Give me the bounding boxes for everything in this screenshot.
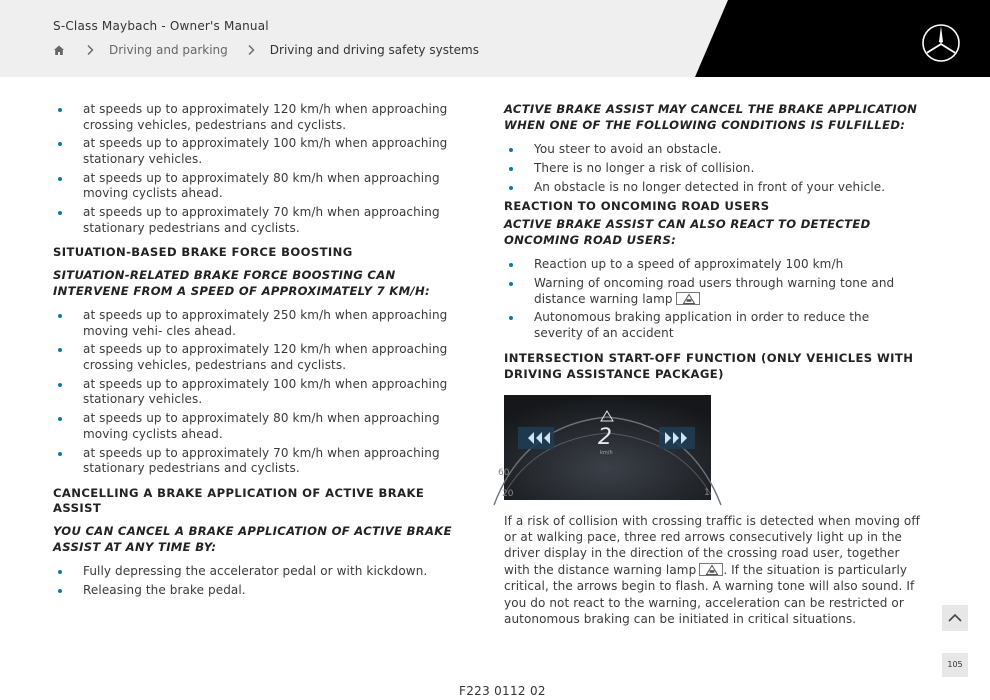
subheading-brake-force-boosting: SITUATION-RELATED BRAKE FORCE BOOSTING CAN INTERVENE FROM A SPEED OF APPROXIMATELY 7 KM/H: bbox=[53, 267, 430, 298]
list-item: at speeds up to approximately 80 km/h when approaching moving cyclists ahead. bbox=[53, 171, 473, 202]
list-item: Reaction up to a speed of approximately 100 km/h bbox=[504, 257, 920, 273]
list-item: You steer to avoid an obstacle. bbox=[504, 142, 920, 158]
section-heading-brake-force-boosting: SITUATION-BASED BRAKE FORCE BOOSTING bbox=[53, 245, 353, 260]
intersection-description bbox=[504, 513, 920, 628]
oncoming-list bbox=[504, 257, 920, 341]
list-item bbox=[504, 276, 920, 307]
list-item: at speeds up to approximately 100 km/h when approaching stationary vehicles. bbox=[53, 377, 473, 408]
list-item: Fully depressing the accelerator pedal or with kickdown. bbox=[53, 564, 473, 580]
paragraph-text-1: If a risk of collision with crossing traffic is detected when moving off or at walking pace, three red arrows consecutively light up in the driver display in the direction of the crossing road user, together with the distance warning lamp bbox=[504, 513, 920, 577]
svg-text:60: 60 bbox=[498, 467, 510, 478]
breadcrumb-item-driving-safety-systems[interactable]: Driving and driving safety systems bbox=[269, 43, 479, 57]
list-item: at speeds up to approximately 120 km/h when approaching crossing vehicles, pedestrians and cyclists. bbox=[53, 102, 473, 133]
left-column bbox=[53, 102, 473, 603]
paragraph-text-2: . If the situation is particularly critical, the arrows begin to flash. A warning tone will also sound. If you do not react to the warning, acceleration can be restricted or autonomous braking can be initiated in critical situations. bbox=[504, 562, 915, 627]
subheading-oncoming-road-users: ACTIVE BRAKE ASSIST CAN ALSO REACT TO DETECTED ONCOMING ROAD USERS: bbox=[504, 216, 871, 247]
driver-display-image bbox=[498, 395, 711, 500]
home-icon[interactable] bbox=[53, 44, 65, 56]
list-item: at speeds up to approximately 70 km/h when approaching stationary pedestrians and cyclists. bbox=[53, 446, 473, 477]
cancel-list bbox=[53, 564, 473, 598]
svg-text:20: 20 bbox=[502, 488, 514, 499]
breadcrumb-item-driving-and-parking[interactable]: Driving and parking bbox=[109, 43, 228, 57]
chevron-right-icon bbox=[246, 44, 256, 56]
list-item: There is no longer a risk of collision. bbox=[504, 161, 920, 177]
speed-list-1 bbox=[53, 102, 473, 236]
speed-readout: 2 bbox=[598, 424, 612, 450]
list-item: at speeds up to approximately 120 km/h when approaching crossing vehicles, pedestrians and cyclists. bbox=[53, 342, 473, 373]
section-heading-oncoming-road-users: REACTION TO ONCOMING ROAD USERS bbox=[504, 199, 770, 214]
section-heading-cancelling-brake: CANCELLING A BRAKE APPLICATION OF ACTIVE BRAKE ASSIST bbox=[53, 485, 425, 516]
section-heading-intersection-start-off: INTERSECTION START-OFF FUNCTION (ONLY VEHICLES WITH DRIVING ASSISTANCE PACKAGE) bbox=[504, 351, 914, 382]
list-item: at speeds up to approximately 250 km/h when approaching moving vehi- cles ahead. bbox=[53, 308, 473, 339]
distance-warning-lamp-icon bbox=[676, 292, 700, 305]
list-item-text: Warning of oncoming road users through warning tone and distance warning lamp bbox=[534, 275, 895, 306]
subheading-cancel-conditions: ACTIVE BRAKE ASSIST MAY CANCEL THE BRAKE APPLICATION WHEN ONE OF THE FOLLOWING CONDITIONS IS FULFILLED: bbox=[504, 102, 918, 132]
list-item: Autonomous braking application in order to reduce the severity of an accident bbox=[504, 310, 920, 341]
list-item: at speeds up to approximately 70 km/h when approaching stationary pedestrians and cyclists. bbox=[53, 205, 473, 236]
svg-text:1: 1 bbox=[704, 487, 710, 498]
scroll-to-top-button[interactable] bbox=[942, 605, 968, 631]
speed-list-2 bbox=[53, 308, 473, 477]
list-item: at speeds up to approximately 100 km/h when approaching stationary vehicles. bbox=[53, 136, 473, 167]
right-column bbox=[498, 102, 920, 628]
document-title: S-Class Maybach - Owner's Manual bbox=[53, 19, 269, 33]
list-item: at speeds up to approximately 80 km/h when approaching moving cyclists ahead. bbox=[53, 411, 473, 442]
mercedes-star-logo[interactable] bbox=[921, 23, 961, 63]
page-header bbox=[0, 0, 990, 77]
cancel-conditions-list bbox=[504, 142, 920, 195]
list-item: Releasing the brake pedal. bbox=[53, 583, 473, 599]
chevron-right-icon bbox=[85, 44, 95, 56]
page-number-button[interactable]: 105 bbox=[942, 653, 968, 677]
speed-unit: km/h bbox=[600, 449, 613, 456]
subheading-cancelling-brake: YOU CAN CANCEL A BRAKE APPLICATION OF ACTIVE BRAKE ASSIST AT ANY TIME BY: bbox=[53, 523, 452, 554]
distance-warning-lamp-icon bbox=[699, 563, 723, 576]
list-item: An obstacle is no longer detected in front of your vehicle. bbox=[504, 180, 920, 196]
arrow-up-icon bbox=[942, 605, 968, 631]
breadcrumb bbox=[53, 42, 479, 58]
figure-code: F223 0112 02 bbox=[459, 684, 546, 698]
